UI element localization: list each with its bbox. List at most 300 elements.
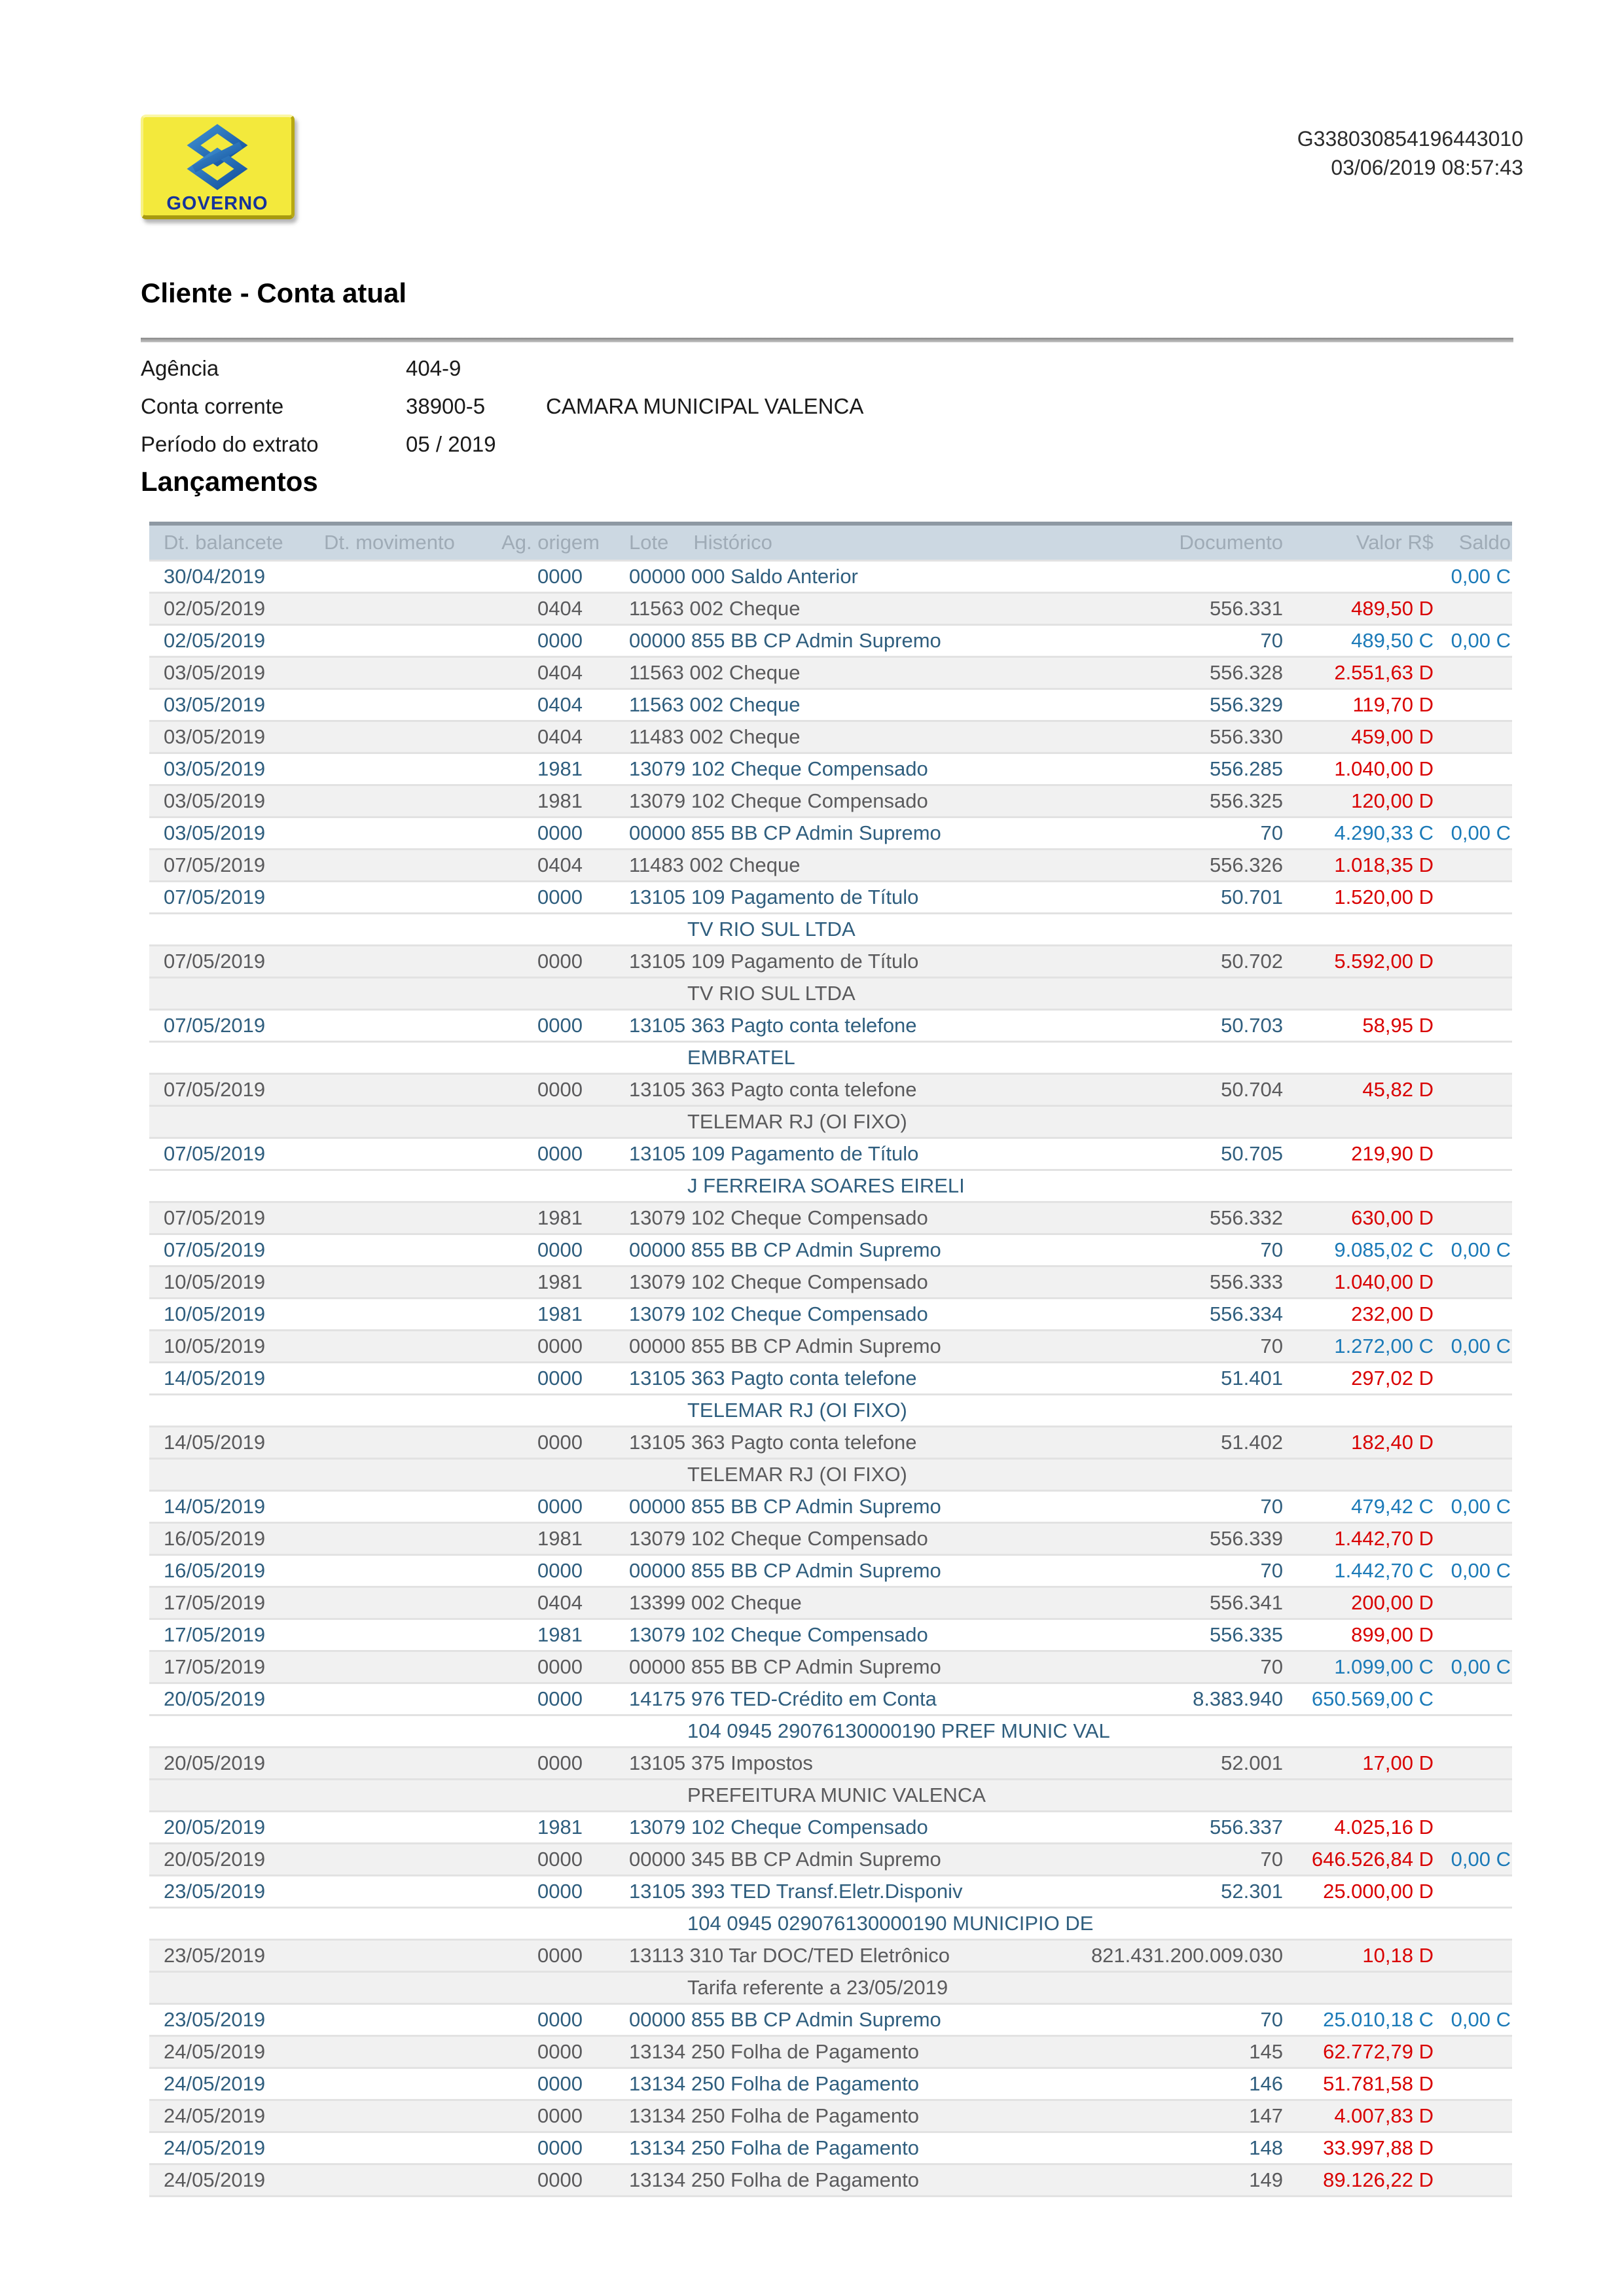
table-record xyxy=(149,1009,1512,1073)
cell-dt-balancete: 14/05/2019 xyxy=(164,1431,266,1454)
cell-lote-historico: 11483 002 Cheque xyxy=(629,725,801,748)
detail-text: Tarifa referente a 23/05/2019 xyxy=(687,1976,948,1999)
table-row xyxy=(149,624,1512,656)
table-record xyxy=(149,1361,1512,1426)
table-row xyxy=(149,1297,1512,1329)
table-row-detail xyxy=(149,1169,1512,1201)
table-row xyxy=(149,720,1512,752)
table-record xyxy=(149,1810,1512,1842)
table-row xyxy=(149,1842,1512,1874)
table-row xyxy=(149,1137,1512,1169)
info-value: 404-9 xyxy=(406,356,461,380)
detail-text: EMBRATEL xyxy=(687,1046,795,1069)
table-row xyxy=(149,1426,1512,1458)
cell-valor: 1.099,00 C xyxy=(1334,1655,1434,1678)
info-label: Agência xyxy=(141,356,219,380)
cell-ag-origem: 0000 xyxy=(537,2168,583,2191)
cell-saldo: 0,00 C xyxy=(1451,1848,1511,1871)
cell-lote-historico: 00000 855 BB CP Admin Supremo xyxy=(629,1335,941,1357)
cell-dt-balancete: 30/04/2019 xyxy=(164,565,266,588)
cell-dt-balancete: 03/05/2019 xyxy=(164,725,266,748)
cell-documento: 146 xyxy=(1249,2072,1283,2095)
cell-lote-historico: 00000 855 BB CP Admin Supremo xyxy=(629,821,941,844)
cell-lote-historico: 13079 102 Cheque Compensado xyxy=(629,789,928,812)
detail-text: 104 0945 29076130000190 PREF MUNIC VAL xyxy=(687,1719,1110,1742)
cell-dt-balancete: 03/05/2019 xyxy=(164,789,266,812)
table-row xyxy=(149,752,1512,784)
cell-ag-origem: 0404 xyxy=(537,853,583,876)
cell-ag-origem: 0000 xyxy=(537,886,583,908)
cell-documento: 52.001 xyxy=(1221,1751,1283,1774)
cell-dt-balancete: 24/05/2019 xyxy=(164,2040,266,2063)
table-row xyxy=(149,1810,1512,1842)
table-row xyxy=(149,2035,1512,2067)
cell-valor: 17,00 D xyxy=(1362,1751,1434,1774)
cell-ag-origem: 1981 xyxy=(537,757,583,780)
table-row xyxy=(149,560,1512,592)
cell-valor: 25.000,00 D xyxy=(1323,1880,1434,1903)
table-record xyxy=(149,1939,1512,2003)
cell-dt-balancete: 07/05/2019 xyxy=(164,950,266,973)
cell-ag-origem: 0000 xyxy=(537,1687,583,1710)
info-label: Período do extrato xyxy=(141,432,319,456)
table-row xyxy=(149,1329,1512,1361)
cell-ag-origem: 1981 xyxy=(537,1270,583,1293)
cell-dt-balancete: 03/05/2019 xyxy=(164,821,266,844)
table-body xyxy=(149,560,1512,2195)
cell-lote-historico: 13079 102 Cheque Compensado xyxy=(629,1816,928,1839)
cell-lote-historico: 13113 310 Tar DOC/TED Eletrônico xyxy=(629,1944,950,1967)
table-row xyxy=(149,1522,1512,1554)
header-historico: Histórico xyxy=(693,531,772,554)
cell-documento: 556.331 xyxy=(1209,597,1283,620)
cell-lote-historico: 13079 102 Cheque Compensado xyxy=(629,1527,928,1550)
cell-lote-historico: 11483 002 Cheque xyxy=(629,853,801,876)
cell-valor: 232,00 D xyxy=(1351,1302,1434,1325)
cell-documento: 50.703 xyxy=(1221,1014,1283,1037)
table-record xyxy=(149,688,1512,720)
cell-valor: 1.442,70 C xyxy=(1334,1559,1434,1582)
cell-valor: 489,50 C xyxy=(1351,629,1434,652)
cell-documento: 148 xyxy=(1249,2136,1283,2159)
cell-documento: 556.326 xyxy=(1209,853,1283,876)
cell-dt-balancete: 07/05/2019 xyxy=(164,1142,266,1165)
table-row xyxy=(149,688,1512,720)
cell-ag-origem: 0000 xyxy=(537,2072,583,2095)
table-record xyxy=(149,2035,1512,2067)
cell-documento: 145 xyxy=(1249,2040,1283,2063)
cell-ag-origem: 0404 xyxy=(537,693,583,716)
cell-valor: 1.272,00 C xyxy=(1334,1335,1434,1357)
cell-dt-balancete: 16/05/2019 xyxy=(164,1527,266,1550)
cell-ag-origem: 0000 xyxy=(537,2008,583,2031)
table-record xyxy=(149,1554,1512,1586)
cell-lote-historico: 13079 102 Cheque Compensado xyxy=(629,1270,928,1293)
table-record xyxy=(149,1265,1512,1297)
cell-documento: 556.334 xyxy=(1209,1302,1283,1325)
cell-ag-origem: 1981 xyxy=(537,1623,583,1646)
table-row-detail xyxy=(149,1041,1512,1073)
cell-lote-historico: 13079 102 Cheque Compensado xyxy=(629,1623,928,1646)
cell-ag-origem: 1981 xyxy=(537,1302,583,1325)
cell-dt-balancete: 17/05/2019 xyxy=(164,1623,266,1646)
cell-ag-origem: 0000 xyxy=(537,629,583,652)
table-record xyxy=(149,624,1512,656)
cell-ag-origem: 0404 xyxy=(537,725,583,748)
cell-documento: 70 xyxy=(1260,1335,1283,1357)
table-record xyxy=(149,1490,1512,1522)
cell-valor: 45,82 D xyxy=(1362,1078,1434,1101)
cell-dt-balancete: 20/05/2019 xyxy=(164,1687,266,1710)
cell-lote-historico: 13105 363 Pagto conta telefone xyxy=(629,1431,917,1454)
cell-valor: 120,00 D xyxy=(1351,789,1434,812)
cell-lote-historico: 13105 363 Pagto conta telefone xyxy=(629,1367,917,1390)
header-ag-origem: Ag. origem xyxy=(501,531,600,554)
table-record xyxy=(149,1297,1512,1329)
cell-documento: 70 xyxy=(1260,2008,1283,2031)
cell-lote-historico: 11563 002 Cheque xyxy=(629,693,801,716)
cell-ag-origem: 0404 xyxy=(537,597,583,620)
cell-documento: 51.401 xyxy=(1221,1367,1283,1390)
table-row xyxy=(149,1009,1512,1041)
table-row xyxy=(149,848,1512,880)
table-record xyxy=(149,1874,1512,1939)
table-row xyxy=(149,656,1512,688)
cell-ag-origem: 0000 xyxy=(537,1367,583,1390)
cell-valor: 899,00 D xyxy=(1351,1623,1434,1646)
cell-dt-balancete: 07/05/2019 xyxy=(164,1206,266,1229)
table-row-detail xyxy=(149,1105,1512,1137)
detail-text: TELEMAR RJ (OI FIXO) xyxy=(687,1463,907,1486)
header-valor: Valor R$ xyxy=(1356,531,1434,554)
cell-ag-origem: 0000 xyxy=(537,1751,583,1774)
account-info xyxy=(141,350,863,463)
cell-lote-historico: 11563 002 Cheque xyxy=(629,597,801,620)
cell-documento: 556.332 xyxy=(1209,1206,1283,1229)
detail-text: TELEMAR RJ (OI FIXO) xyxy=(687,1110,907,1133)
cell-dt-balancete: 20/05/2019 xyxy=(164,1816,266,1839)
cell-dt-balancete: 07/05/2019 xyxy=(164,1014,266,1037)
info-label: Conta corrente xyxy=(141,394,284,418)
cell-valor: 200,00 D xyxy=(1351,1591,1434,1614)
table-row-detail xyxy=(149,1393,1512,1426)
cell-valor: 5.592,00 D xyxy=(1334,950,1434,973)
cell-lote-historico: 13105 393 TED Transf.Eletr.Disponiv xyxy=(629,1880,963,1903)
cell-dt-balancete: 07/05/2019 xyxy=(164,1238,266,1261)
cell-valor: 1.520,00 D xyxy=(1334,886,1434,908)
cell-dt-balancete: 23/05/2019 xyxy=(164,2008,266,2031)
cell-lote-historico: 13105 109 Pagamento de Título xyxy=(629,950,919,973)
cell-documento: 8.383.940 xyxy=(1193,1687,1283,1710)
cell-valor: 479,42 C xyxy=(1351,1495,1434,1518)
cell-lote-historico: 14175 976 TED-Crédito em Conta xyxy=(629,1687,937,1710)
bank-logo xyxy=(141,115,295,219)
cell-valor: 630,00 D xyxy=(1351,1206,1434,1229)
table-record xyxy=(149,2067,1512,2099)
cell-lote-historico: 13134 250 Folha de Pagamento xyxy=(629,2104,919,2127)
cell-saldo: 0,00 C xyxy=(1451,629,1511,652)
cell-documento: 556.285 xyxy=(1209,757,1283,780)
table-row xyxy=(149,944,1512,977)
cell-ag-origem: 0000 xyxy=(537,1335,583,1357)
header-dt-balancete: Dt. balancete xyxy=(164,531,283,554)
cell-valor: 25.010,18 C xyxy=(1323,2008,1434,2031)
cell-lote-historico: 13134 250 Folha de Pagamento xyxy=(629,2040,919,2063)
cell-documento: 556.337 xyxy=(1209,1816,1283,1839)
cell-documento: 556.341 xyxy=(1209,1591,1283,1614)
table-row xyxy=(149,2067,1512,2099)
cell-lote-historico: 00000 345 BB CP Admin Supremo xyxy=(629,1848,941,1871)
info-extra: CAMARA MUNICIPAL VALENCA xyxy=(546,394,864,418)
cell-valor: 1.040,00 D xyxy=(1334,1270,1434,1293)
table-record xyxy=(149,2099,1512,2131)
cell-valor: 219,90 D xyxy=(1351,1142,1434,1165)
table-row xyxy=(149,1490,1512,1522)
cell-documento: 556.333 xyxy=(1209,1270,1283,1293)
table-record xyxy=(149,1618,1512,1650)
section-title-entries: Lançamentos xyxy=(141,466,318,497)
cell-lote-historico: 13105 363 Pagto conta telefone xyxy=(629,1078,917,1101)
table-record xyxy=(149,656,1512,688)
cell-lote-historico: 13134 250 Folha de Pagamento xyxy=(629,2072,919,2095)
table-record xyxy=(149,1426,1512,1490)
cell-dt-balancete: 10/05/2019 xyxy=(164,1302,266,1325)
cell-dt-balancete: 17/05/2019 xyxy=(164,1591,266,1614)
cell-valor: 33.997,88 D xyxy=(1323,2136,1434,2159)
table-row-detail xyxy=(149,1458,1512,1490)
cell-documento: 556.335 xyxy=(1209,1623,1283,1646)
cell-saldo: 0,00 C xyxy=(1451,1238,1511,1261)
cell-valor: 58,95 D xyxy=(1362,1014,1434,1037)
document-protocol: G338030854196443010 xyxy=(1297,127,1523,151)
cell-ag-origem: 0000 xyxy=(537,1495,583,1518)
cell-documento: 70 xyxy=(1260,1655,1283,1678)
detail-text: 104 0945 029076130000190 MUNICIPIO DE xyxy=(687,1912,1094,1935)
cell-valor: 1.018,35 D xyxy=(1334,853,1434,876)
cell-ag-origem: 0000 xyxy=(537,1238,583,1261)
cell-valor: 9.085,02 C xyxy=(1334,1238,1434,1261)
cell-ag-origem: 0404 xyxy=(537,661,583,684)
account-info-row xyxy=(141,425,863,463)
table-row xyxy=(149,1874,1512,1907)
table-row xyxy=(149,1265,1512,1297)
cell-valor: 182,40 D xyxy=(1351,1431,1434,1454)
table-row xyxy=(149,592,1512,624)
cell-valor: 1.040,00 D xyxy=(1334,757,1434,780)
table-record xyxy=(149,848,1512,880)
cell-ag-origem: 0000 xyxy=(537,1559,583,1582)
table-row xyxy=(149,816,1512,848)
cell-documento: 70 xyxy=(1260,1559,1283,1582)
cell-ag-origem: 0000 xyxy=(537,1014,583,1037)
cell-documento: 70 xyxy=(1260,1848,1283,1871)
table-row xyxy=(149,1618,1512,1650)
cell-valor: 650.569,00 C xyxy=(1311,1687,1434,1710)
cell-ag-origem: 0000 xyxy=(537,1142,583,1165)
cell-lote-historico: 11563 002 Cheque xyxy=(629,661,801,684)
cell-valor: 4.290,33 C xyxy=(1334,821,1434,844)
cell-ag-origem: 0000 xyxy=(537,1848,583,1871)
cell-lote-historico: 13134 250 Folha de Pagamento xyxy=(629,2136,919,2159)
cell-dt-balancete: 07/05/2019 xyxy=(164,1078,266,1101)
cell-documento: 149 xyxy=(1249,2168,1283,2191)
cell-lote-historico: 00000 000 Saldo Anterior xyxy=(629,565,858,588)
cell-lote-historico: 00000 855 BB CP Admin Supremo xyxy=(629,1559,941,1582)
cell-saldo: 0,00 C xyxy=(1451,565,1511,588)
detail-text: J FERREIRA SOARES EIRELI xyxy=(687,1174,965,1197)
table-record xyxy=(149,1650,1512,1682)
cell-lote-historico: 13105 109 Pagamento de Título xyxy=(629,886,919,908)
table-header-row xyxy=(149,522,1512,560)
table-record xyxy=(149,944,1512,1009)
cell-dt-balancete: 17/05/2019 xyxy=(164,1655,266,1678)
header-lote-historico xyxy=(600,531,1047,554)
cell-lote-historico: 13079 102 Cheque Compensado xyxy=(629,1302,928,1325)
cell-documento: 50.705 xyxy=(1221,1142,1283,1165)
cell-lote-historico: 00000 855 BB CP Admin Supremo xyxy=(629,1655,941,1678)
cell-ag-origem: 0404 xyxy=(537,1591,583,1614)
cell-ag-origem: 0000 xyxy=(537,2136,583,2159)
table-row xyxy=(149,2099,1512,2131)
table-record xyxy=(149,752,1512,784)
account-info-row xyxy=(141,387,863,425)
table-record xyxy=(149,816,1512,848)
table-record xyxy=(149,1746,1512,1810)
header-saldo: Saldo xyxy=(1458,531,1511,554)
cell-valor: 4.007,83 D xyxy=(1334,2104,1434,2127)
cell-dt-balancete: 14/05/2019 xyxy=(164,1367,266,1390)
cell-lote-historico: 13079 102 Cheque Compensado xyxy=(629,757,928,780)
cell-valor: 4.025,16 D xyxy=(1334,1816,1434,1839)
cell-dt-balancete: 03/05/2019 xyxy=(164,757,266,780)
cell-lote-historico: 13105 375 Impostos xyxy=(629,1751,813,1774)
detail-text: TELEMAR RJ (OI FIXO) xyxy=(687,1399,907,1422)
cell-lote-historico: 13134 250 Folha de Pagamento xyxy=(629,2168,919,2191)
header-documento: Documento xyxy=(1179,531,1283,554)
cell-valor: 119,70 D xyxy=(1352,693,1434,716)
cell-dt-balancete: 10/05/2019 xyxy=(164,1335,266,1357)
table-record xyxy=(149,720,1512,752)
info-value: 38900-5 xyxy=(406,394,486,418)
table-row xyxy=(149,1201,1512,1233)
cell-documento: 556.328 xyxy=(1209,661,1283,684)
cell-valor: 2.551,63 D xyxy=(1334,661,1434,684)
table-record xyxy=(149,880,1512,944)
table-row-detail xyxy=(149,1971,1512,2003)
detail-text: TV RIO SUL LTDA xyxy=(687,918,856,941)
cell-dt-balancete: 07/05/2019 xyxy=(164,886,266,908)
cell-dt-balancete: 03/05/2019 xyxy=(164,661,266,684)
cell-documento: 821.431.200.009.030 xyxy=(1091,1944,1283,1967)
cell-documento: 556.330 xyxy=(1209,725,1283,748)
table-record xyxy=(149,1329,1512,1361)
cell-documento: 70 xyxy=(1260,1238,1283,1261)
cell-documento: 147 xyxy=(1249,2104,1283,2127)
cell-saldo: 0,00 C xyxy=(1451,2008,1511,2031)
detail-text: TV RIO SUL LTDA xyxy=(687,982,856,1005)
table-row-detail xyxy=(149,912,1512,944)
section-title-client: Cliente - Conta atual xyxy=(141,278,407,308)
cell-dt-balancete: 03/05/2019 xyxy=(164,693,266,716)
cell-dt-balancete: 14/05/2019 xyxy=(164,1495,266,1518)
cell-ag-origem: 0000 xyxy=(537,950,583,973)
table-row xyxy=(149,1233,1512,1265)
cell-lote-historico: 00000 855 BB CP Admin Supremo xyxy=(629,1238,941,1261)
table-row xyxy=(149,2163,1512,2195)
cell-ag-origem: 0000 xyxy=(537,2104,583,2127)
cell-dt-balancete: 24/05/2019 xyxy=(164,2072,266,2095)
table-record xyxy=(149,2163,1512,2195)
table-record xyxy=(149,1586,1512,1618)
cell-valor: 10,18 D xyxy=(1362,1944,1434,1967)
cell-dt-balancete: 20/05/2019 xyxy=(164,1848,266,1871)
cell-dt-balancete: 23/05/2019 xyxy=(164,1944,266,1967)
cell-lote-historico: 13105 109 Pagamento de Título xyxy=(629,1142,919,1165)
cell-ag-origem: 0000 xyxy=(537,821,583,844)
cell-dt-balancete: 02/05/2019 xyxy=(164,597,266,620)
table-row xyxy=(149,1650,1512,1682)
cell-documento: 556.325 xyxy=(1209,789,1283,812)
cell-lote-historico: 00000 855 BB CP Admin Supremo xyxy=(629,629,941,652)
cell-dt-balancete: 24/05/2019 xyxy=(164,2136,266,2159)
cell-dt-balancete: 24/05/2019 xyxy=(164,2168,266,2191)
table-record xyxy=(149,560,1512,592)
cell-documento: 51.402 xyxy=(1221,1431,1283,1454)
cell-documento: 70 xyxy=(1260,821,1283,844)
table-record xyxy=(149,1137,1512,1201)
cell-documento: 556.339 xyxy=(1209,1527,1283,1550)
table-row xyxy=(149,1746,1512,1778)
table-row xyxy=(149,1939,1512,1971)
document-meta xyxy=(1297,124,1523,182)
cell-dt-balancete: 23/05/2019 xyxy=(164,1880,266,1903)
cell-saldo: 0,00 C xyxy=(1451,1655,1511,1678)
account-info-row xyxy=(141,350,863,387)
table-record xyxy=(149,1073,1512,1137)
table-record xyxy=(149,1201,1512,1233)
table-record xyxy=(149,2003,1512,2035)
logo-governo-label: GOVERNO xyxy=(166,193,268,214)
section-divider xyxy=(141,338,1513,342)
cell-ag-origem: 0000 xyxy=(537,1431,583,1454)
cell-lote-historico: 13105 363 Pagto conta telefone xyxy=(629,1014,917,1037)
cell-valor: 62.772,79 D xyxy=(1323,2040,1434,2063)
header-lote: Lote xyxy=(629,531,669,554)
cell-valor: 89.126,22 D xyxy=(1323,2168,1434,2191)
table-row xyxy=(149,2003,1512,2035)
cell-documento: 556.329 xyxy=(1209,693,1283,716)
table-record xyxy=(149,784,1512,816)
cell-documento: 70 xyxy=(1260,629,1283,652)
cell-saldo: 0,00 C xyxy=(1451,1495,1511,1518)
cell-documento: 50.704 xyxy=(1221,1078,1283,1101)
cell-saldo: 0,00 C xyxy=(1451,821,1511,844)
cell-valor: 459,00 D xyxy=(1351,725,1434,748)
table-row xyxy=(149,1554,1512,1586)
cell-ag-origem: 1981 xyxy=(537,1527,583,1550)
cell-ag-origem: 1981 xyxy=(537,1816,583,1839)
table-row xyxy=(149,1361,1512,1393)
detail-text: PREFEITURA MUNIC VALENCA xyxy=(687,1784,986,1806)
table-record xyxy=(149,1842,1512,1874)
cell-ag-origem: 1981 xyxy=(537,1206,583,1229)
table-row xyxy=(149,2131,1512,2163)
cell-documento: 50.701 xyxy=(1221,886,1283,908)
cell-valor: 489,50 D xyxy=(1351,597,1434,620)
transactions-table xyxy=(149,522,1512,2197)
cell-dt-balancete: 02/05/2019 xyxy=(164,629,266,652)
table-record xyxy=(149,1682,1512,1746)
